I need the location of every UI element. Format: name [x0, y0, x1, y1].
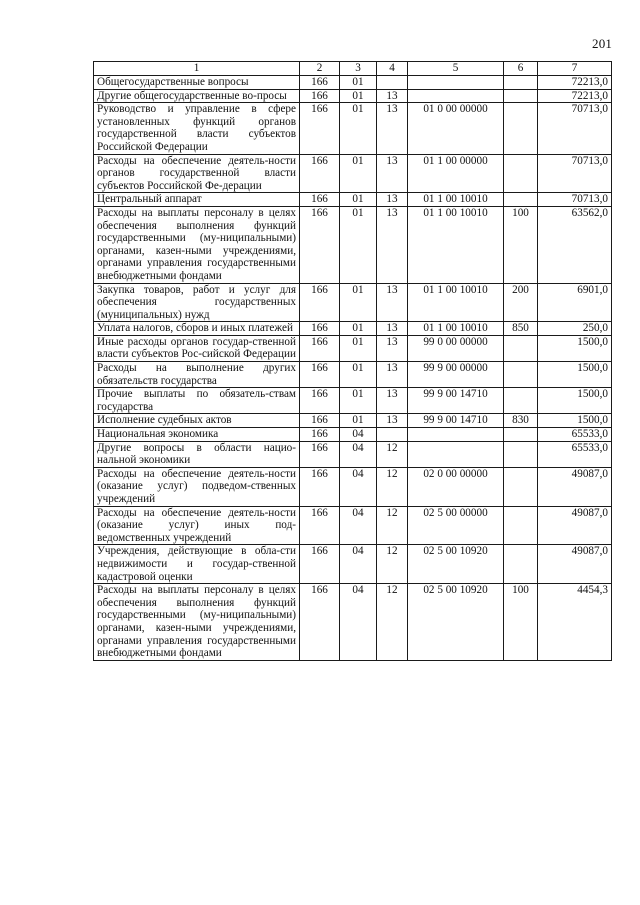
row-sum-cell: 65533,0 — [538, 441, 612, 467]
row-ved-cell: 166 — [300, 506, 340, 545]
row-ved-cell: 166 — [300, 193, 340, 207]
row-csr-cell: 02 5 00 00000 — [408, 506, 504, 545]
row-ved-cell: 166 — [300, 467, 340, 506]
row-rz-cell: 01 — [340, 89, 377, 103]
row-rz-cell: 04 — [340, 467, 377, 506]
row-rz-cell: 01 — [340, 193, 377, 207]
row-pr-cell: 12 — [377, 506, 408, 545]
row-pr-cell: 13 — [377, 322, 408, 336]
row-rz-cell: 04 — [340, 441, 377, 467]
row-rz-cell: 01 — [340, 388, 377, 414]
row-vr-cell: 100 — [504, 584, 538, 661]
table-row — [94, 76, 612, 90]
row-rz-cell: 01 — [340, 154, 377, 193]
row-name-cell: Иные расходы органов государ-ственной власти субъектов Рос-сийской Федерации — [94, 335, 300, 361]
row-rz-cell: 04 — [340, 584, 377, 661]
table-row — [94, 322, 612, 336]
row-pr-cell: 13 — [377, 89, 408, 103]
row-rz-cell: 01 — [340, 335, 377, 361]
row-vr-cell: 830 — [504, 414, 538, 428]
row-vr-cell — [504, 441, 538, 467]
row-vr-cell: 200 — [504, 283, 538, 322]
table-row — [94, 154, 612, 193]
table-row — [94, 584, 612, 661]
row-ved-cell: 166 — [300, 154, 340, 193]
row-pr-cell: 13 — [377, 362, 408, 388]
row-csr-cell: 99 9 00 14710 — [408, 414, 504, 428]
row-sum-cell: 63562,0 — [538, 206, 612, 283]
row-ved-cell: 166 — [300, 283, 340, 322]
row-vr-cell — [504, 545, 538, 584]
row-sum-cell: 65533,0 — [538, 428, 612, 442]
column-header: 3 — [340, 62, 377, 76]
table-row — [94, 89, 612, 103]
table-row — [94, 362, 612, 388]
row-pr-cell: 12 — [377, 467, 408, 506]
row-ved-cell: 166 — [300, 441, 340, 467]
row-name-cell: Уплата налогов, сборов и иных платежей — [94, 322, 300, 336]
row-name-cell: Расходы на обеспечение деятель-ности (оказание услуг) подведом-ственных учреждений — [94, 467, 300, 506]
row-vr-cell — [504, 428, 538, 442]
row-rz-cell: 01 — [340, 283, 377, 322]
row-name-cell: Расходы на выплаты персоналу в целях обеспечения выполнения функций государственными (му-ниципальными) органами, казен-ными учреждениями, органами управления государственными внебюджетными фондами — [94, 584, 300, 661]
row-rz-cell: 01 — [340, 76, 377, 90]
row-name-cell: Общегосударственные вопросы — [94, 76, 300, 90]
row-csr-cell — [408, 441, 504, 467]
row-name-cell: Другие вопросы в области нацио-нальной экономики — [94, 441, 300, 467]
row-sum-cell: 49087,0 — [538, 506, 612, 545]
row-pr-cell: 13 — [377, 103, 408, 154]
row-rz-cell: 04 — [340, 545, 377, 584]
table-row — [94, 545, 612, 584]
row-vr-cell — [504, 103, 538, 154]
table-row — [94, 206, 612, 283]
row-ved-cell: 166 — [300, 584, 340, 661]
row-ved-cell: 166 — [300, 545, 340, 584]
table-row — [94, 414, 612, 428]
row-sum-cell: 1500,0 — [538, 362, 612, 388]
row-name-cell: Расходы на обеспечение деятель-ности (оказание услуг) иных под-ведомственных учреждений — [94, 506, 300, 545]
row-ved-cell: 166 — [300, 206, 340, 283]
row-vr-cell — [504, 89, 538, 103]
row-name-cell: Закупка товаров, работ и услуг для обеспечения государственных (муниципальных) нужд — [94, 283, 300, 322]
row-name-cell: Руководство и управление в сфере установленных функций органов государственной власти субъектов Российской Федерации — [94, 103, 300, 154]
row-name-cell: Учреждения, действующие в обла-сти недвижимости и государ-ственной кадастровой оценки — [94, 545, 300, 584]
row-vr-cell — [504, 193, 538, 207]
row-sum-cell: 70713,0 — [538, 103, 612, 154]
table-row — [94, 388, 612, 414]
row-csr-cell: 01 1 00 10010 — [408, 193, 504, 207]
row-sum-cell: 70713,0 — [538, 193, 612, 207]
table-row — [94, 467, 612, 506]
table-row — [94, 283, 612, 322]
row-pr-cell: 13 — [377, 283, 408, 322]
row-sum-cell: 49087,0 — [538, 545, 612, 584]
row-csr-cell: 02 5 00 10920 — [408, 584, 504, 661]
column-header: 7 — [538, 62, 612, 76]
row-csr-cell: 01 1 00 10010 — [408, 206, 504, 283]
row-name-cell: Расходы на выполнение других обязательств государства — [94, 362, 300, 388]
row-vr-cell — [504, 467, 538, 506]
row-sum-cell: 1500,0 — [538, 414, 612, 428]
row-pr-cell: 13 — [377, 388, 408, 414]
row-name-cell: Национальная экономика — [94, 428, 300, 442]
row-rz-cell: 01 — [340, 362, 377, 388]
row-ved-cell: 166 — [300, 89, 340, 103]
row-csr-cell: 99 9 00 14710 — [408, 388, 504, 414]
row-name-cell: Прочие выплаты по обязатель-ствам государства — [94, 388, 300, 414]
column-header: 4 — [377, 62, 408, 76]
column-header: 6 — [504, 62, 538, 76]
row-ved-cell: 166 — [300, 103, 340, 154]
row-rz-cell: 04 — [340, 506, 377, 545]
row-pr-cell: 13 — [377, 414, 408, 428]
row-name-cell: Исполнение судебных актов — [94, 414, 300, 428]
row-ved-cell: 166 — [300, 388, 340, 414]
table-row — [94, 193, 612, 207]
table-row — [94, 428, 612, 442]
row-pr-cell: 13 — [377, 193, 408, 207]
row-sum-cell: 1500,0 — [538, 335, 612, 361]
row-rz-cell: 01 — [340, 206, 377, 283]
row-sum-cell: 250,0 — [538, 322, 612, 336]
row-csr-cell: 01 0 00 00000 — [408, 103, 504, 154]
row-ved-cell: 166 — [300, 428, 340, 442]
row-csr-cell — [408, 76, 504, 90]
row-vr-cell — [504, 388, 538, 414]
row-vr-cell — [504, 362, 538, 388]
table-row — [94, 103, 612, 154]
row-ved-cell: 166 — [300, 362, 340, 388]
row-sum-cell: 6901,0 — [538, 283, 612, 322]
row-csr-cell — [408, 89, 504, 103]
row-pr-cell: 12 — [377, 584, 408, 661]
row-pr-cell: 13 — [377, 206, 408, 283]
row-sum-cell: 70713,0 — [538, 154, 612, 193]
row-ved-cell: 166 — [300, 335, 340, 361]
row-pr-cell: 12 — [377, 545, 408, 584]
row-rz-cell: 01 — [340, 414, 377, 428]
row-csr-cell: 99 9 00 00000 — [408, 362, 504, 388]
header-row — [94, 62, 612, 76]
row-sum-cell: 72213,0 — [538, 76, 612, 90]
row-rz-cell: 01 — [340, 322, 377, 336]
row-csr-cell: 99 0 00 00000 — [408, 335, 504, 361]
row-pr-cell: 12 — [377, 441, 408, 467]
row-name-cell: Расходы на выплаты персоналу в целях обеспечения выполнения функций государственными (му-ниципальными) органами, казен-ными учреждениями, органами управления государственными внебюджетными фондами — [94, 206, 300, 283]
row-vr-cell — [504, 335, 538, 361]
row-ved-cell: 166 — [300, 322, 340, 336]
table-row — [94, 441, 612, 467]
row-sum-cell: 72213,0 — [538, 89, 612, 103]
row-pr-cell — [377, 76, 408, 90]
row-sum-cell: 4454,3 — [538, 584, 612, 661]
row-ved-cell: 166 — [300, 414, 340, 428]
row-pr-cell: 13 — [377, 335, 408, 361]
row-vr-cell — [504, 154, 538, 193]
row-ved-cell: 166 — [300, 76, 340, 90]
table-row — [94, 335, 612, 361]
row-vr-cell — [504, 76, 538, 90]
row-sum-cell: 49087,0 — [538, 467, 612, 506]
row-pr-cell — [377, 428, 408, 442]
row-pr-cell: 13 — [377, 154, 408, 193]
column-header: 1 — [94, 62, 300, 76]
row-vr-cell: 100 — [504, 206, 538, 283]
budget-table — [93, 61, 612, 661]
row-rz-cell: 04 — [340, 428, 377, 442]
table-row — [94, 506, 612, 545]
row-csr-cell: 01 1 00 00000 — [408, 154, 504, 193]
row-name-cell: Другие общегосударственные во-просы — [94, 89, 300, 103]
row-name-cell: Центральный аппарат — [94, 193, 300, 207]
row-vr-cell: 850 — [504, 322, 538, 336]
row-csr-cell — [408, 428, 504, 442]
row-csr-cell: 01 1 00 10010 — [408, 283, 504, 322]
row-csr-cell: 02 5 00 10920 — [408, 545, 504, 584]
row-name-cell: Расходы на обеспечение деятель-ности органов государственной власти субъектов Российской Фе-дерации — [94, 154, 300, 193]
row-csr-cell: 01 1 00 10010 — [408, 322, 504, 336]
row-sum-cell: 1500,0 — [538, 388, 612, 414]
row-vr-cell — [504, 506, 538, 545]
row-rz-cell: 01 — [340, 103, 377, 154]
row-csr-cell: 02 0 00 00000 — [408, 467, 504, 506]
column-header: 5 — [408, 62, 504, 76]
column-header: 2 — [300, 62, 340, 76]
page-number: 201 — [592, 36, 613, 51]
